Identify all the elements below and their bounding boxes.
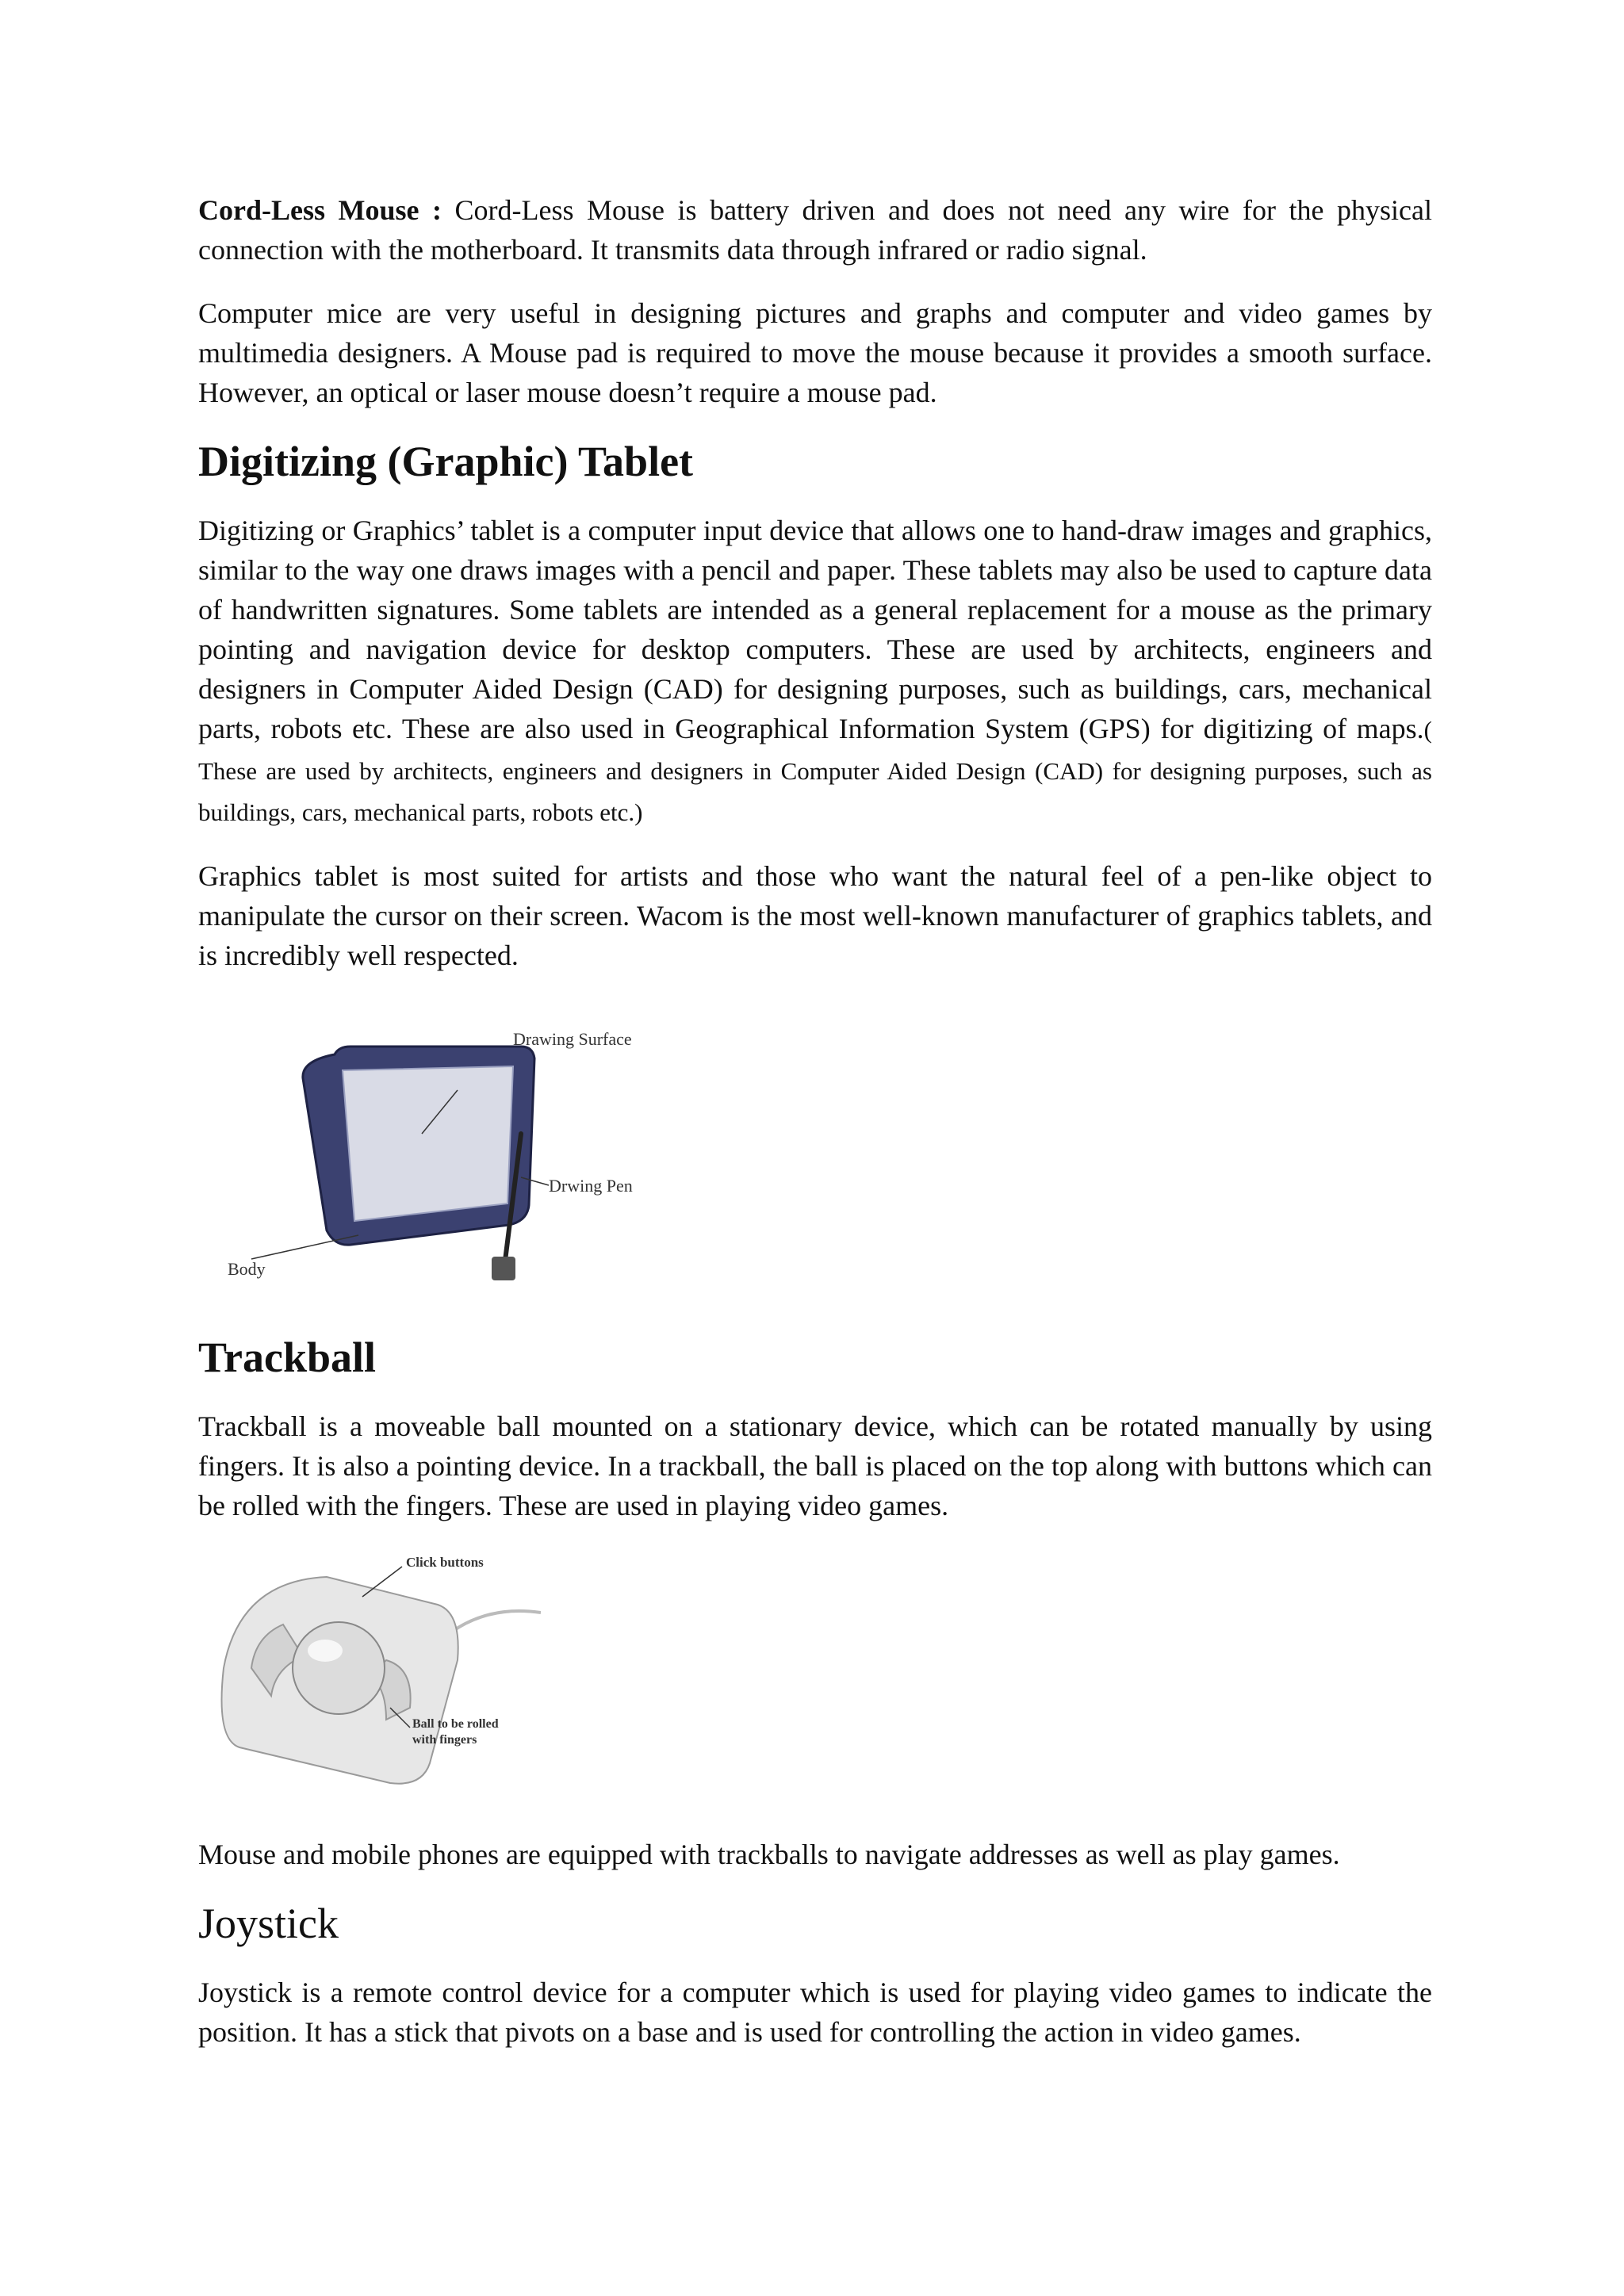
mice-paragraph: Computer mice are very useful in designing pictures and graphs and computer and video games by multimedia designers. A Mouse pad is required to move the mouse because it provides a smooth surface. However, an optical or laser mouse doesn’t require a mouse pad. — [198, 297, 1432, 408]
tablet-paragraph-1 — [198, 511, 1432, 832]
joystick-paragraph: Joystick is a remote control device for a computer which is used for playing video games to indicate the position. It has a stick that pivots on a base and is used for controlling the action in video games. — [198, 1976, 1432, 2048]
pen-holder-shape — [492, 1257, 515, 1280]
tablet-figure — [208, 1023, 684, 1292]
tablet-paragraph-2: Graphics tablet is most suited for artists and those who want the natural feel of a pen-like object to manipulate the cursor on their screen. Wacom is the most well-known manufacturer of graphics tablets, and is incredibly well respected. — [198, 860, 1432, 971]
drawing-surface-label: Drawing Surface — [513, 1029, 632, 1049]
trackball-paragraph-2: Mouse and mobile phones are equipped with trackballs to navigate addresses as well as play games. — [198, 1839, 1340, 1870]
body-label: Body — [228, 1259, 266, 1279]
tablet-heading: Digitizing (Graphic) Tablet — [198, 438, 694, 485]
ball-label-line2: with fingers — [412, 1733, 477, 1747]
drawing-pen-label: Drwing Pen — [549, 1176, 633, 1196]
click-buttons-label: Click buttons — [406, 1555, 484, 1570]
cordless-paragraph — [198, 190, 1432, 270]
document-page — [198, 190, 1432, 2052]
trackball-figure — [208, 1549, 541, 1787]
cordless-text: Cord-Less Mouse is battery driven and does not need any wire for the physical connection with the motherboard. It transmits data through infrared or radio signal. — [198, 194, 1432, 266]
trackball-heading: Trackball — [198, 1334, 377, 1381]
cordless-term: Cord-Less Mouse : — [198, 194, 442, 226]
joystick-heading: Joystick — [198, 1900, 339, 1947]
tablet-paragraph-1-main: Digitizing or Graphics’ tablet is a computer input device that allows one to hand-draw images and graphics, similar to the way one draws images with a pencil and paper. These tablets may also be used to capture data of handwritten signatures. Some tablets are intended as a general replacement for a mouse as the primary pointing and navigation device for desktop computers. These are used by architects, engineers and designers in Computer Aided Design (CAD) for designing purposes, such as buildings, cars, mechanical parts, robots etc. These are also used in Geographical Information System (GPS) for digitizing of maps. — [198, 515, 1432, 744]
tablet-paragraph-1-small: ( These are used by architects, engineers and designers in Computer Aided Design (CAD) for designing purposes, such as buildings, cars, mechanical parts, robots etc.) — [198, 716, 1432, 826]
drawing-surface-shape — [343, 1066, 513, 1221]
trackball-ball-icon — [293, 1622, 385, 1714]
trackball-paragraph: Trackball is a moveable ball mounted on a stationary device, which can be rotated manually by using fingers. It is also a pointing device. In a trackball, the ball is placed on the top along with buttons which can be rolled with the fingers. These are used in playing video games. — [198, 1410, 1432, 1521]
ball-label-line1: Ball to be rolled — [412, 1717, 499, 1731]
